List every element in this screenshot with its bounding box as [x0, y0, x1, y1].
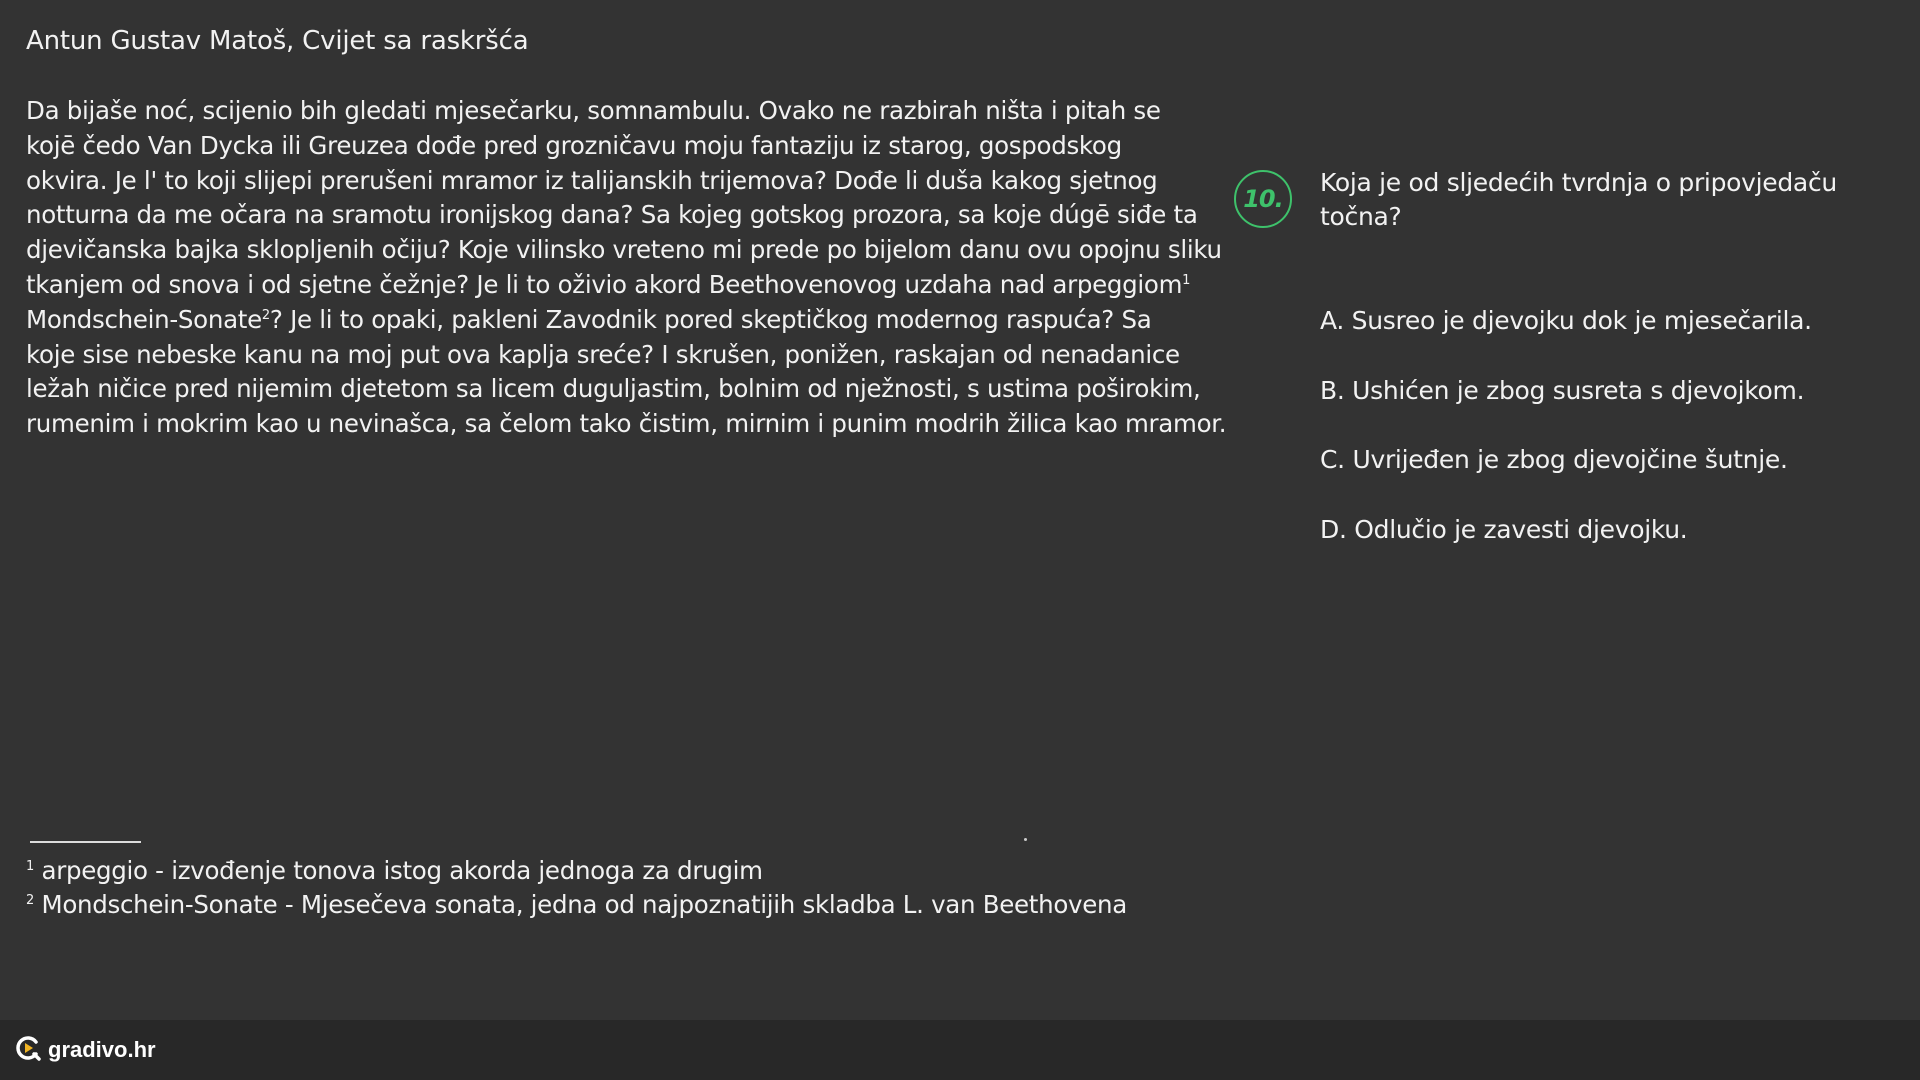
option-d[interactable]: D. Odlučio je zavesti djevojku.	[1320, 514, 1688, 544]
option-c[interactable]: C. Uvrijeđen je zbog djevojčine šutnje.	[1320, 445, 1788, 474]
footnote-1	[26, 854, 1127, 888]
footnote-number: 2	[26, 892, 34, 908]
footnote-ref-1: 1	[1182, 272, 1191, 288]
footnote-ref-2: 2	[261, 307, 270, 323]
passage-line: Da bijaše noć, scijenio bih gledati mjesečarku, somnambulu. Ovako ne razbirah ništa i pitah se	[26, 96, 1161, 125]
passage-line	[26, 268, 1236, 303]
question-number-badge	[1234, 170, 1292, 228]
answer-options	[1320, 306, 1812, 584]
stray-dot	[1024, 838, 1027, 841]
page-title: Antun Gustav Matoš, Cvijet sa raskršća	[26, 26, 529, 56]
footnote-text: arpeggio - izvođenje tonova istog akorda jednoga za drugim	[41, 856, 763, 885]
footnote-2	[26, 888, 1127, 922]
footer-bar	[0, 1020, 1920, 1080]
question-text	[1320, 166, 1840, 234]
passage-line: djevičanska bajka sklopljenih očiju? Koje vilinsko vreteno mi prede po bijelom danu ovu opojnu sliku	[26, 235, 1222, 265]
passage-line: rumenim i mokrim kao u nevinašca, sa čelom tako čistim, mirnim i punim modrih žilica kao mramor.	[26, 409, 1227, 439]
passage-line: kojē čedo Van Dycka ili Greuzea dođe pred grozničavu moju fantaziju iz starog, gospodskog	[26, 130, 1122, 160]
gradivo-play-icon	[14, 1034, 42, 1066]
option-a[interactable]: A. Susreo je djevojku dok je mjesečarila.	[1320, 306, 1812, 335]
brand-logo[interactable]	[14, 1034, 156, 1066]
brand-name: gradivo.hr	[48, 1037, 156, 1062]
question-number: 10.	[1243, 185, 1283, 213]
passage-line-text: tkanjem od snova i od sjetne čežnje? Je li to oživio akord Beethovenovog uzdaha nad arpeggiom	[26, 269, 1183, 299]
passage-line	[26, 303, 1236, 338]
footnote-text: Mondschein-Sonate - Mjesečeva sonata, jedna od najpoznatijih skladba L. van Beethovena	[41, 890, 1127, 919]
footnote-divider	[30, 841, 141, 843]
passage-line: koje sise nebeske kanu na moj put ova kaplja sreće? I skrušen, ponižen, raskajan od nenadanice	[26, 339, 1180, 369]
question-line: točna?	[1320, 202, 1402, 231]
passage-line-text: ? Je li to opaki, pakleni Zavodnik pored skeptičkog modernog raspuća? Sa	[269, 304, 1152, 334]
footnote-number: 1	[26, 858, 34, 874]
question-line: Koja je od sljedećih tvrdnja o pripovjedaču	[1320, 168, 1837, 197]
passage-line: ležah ničice pred nijemim djetetom sa licem duguljastim, bolnim od nježnosti, s ustima poširokim,	[26, 374, 1201, 404]
passage-line: notturna da me očara na sramotu ironijskog dana? Sa kojeg gotskog prozora, sa koje dúgē siđe ta	[26, 200, 1198, 230]
passage-line-text: Mondschein-Sonate	[26, 304, 262, 334]
option-b[interactable]: B. Ushićen je zbog susreta s djevojkom.	[1320, 375, 1805, 405]
footnotes	[26, 854, 1127, 922]
passage-line: okvira. Je l' to koji slijepi prerušeni mramor iz talijanskih trijemova? Dođe li duša kakog sjetnog	[26, 165, 1158, 195]
passage-text	[26, 94, 1236, 442]
